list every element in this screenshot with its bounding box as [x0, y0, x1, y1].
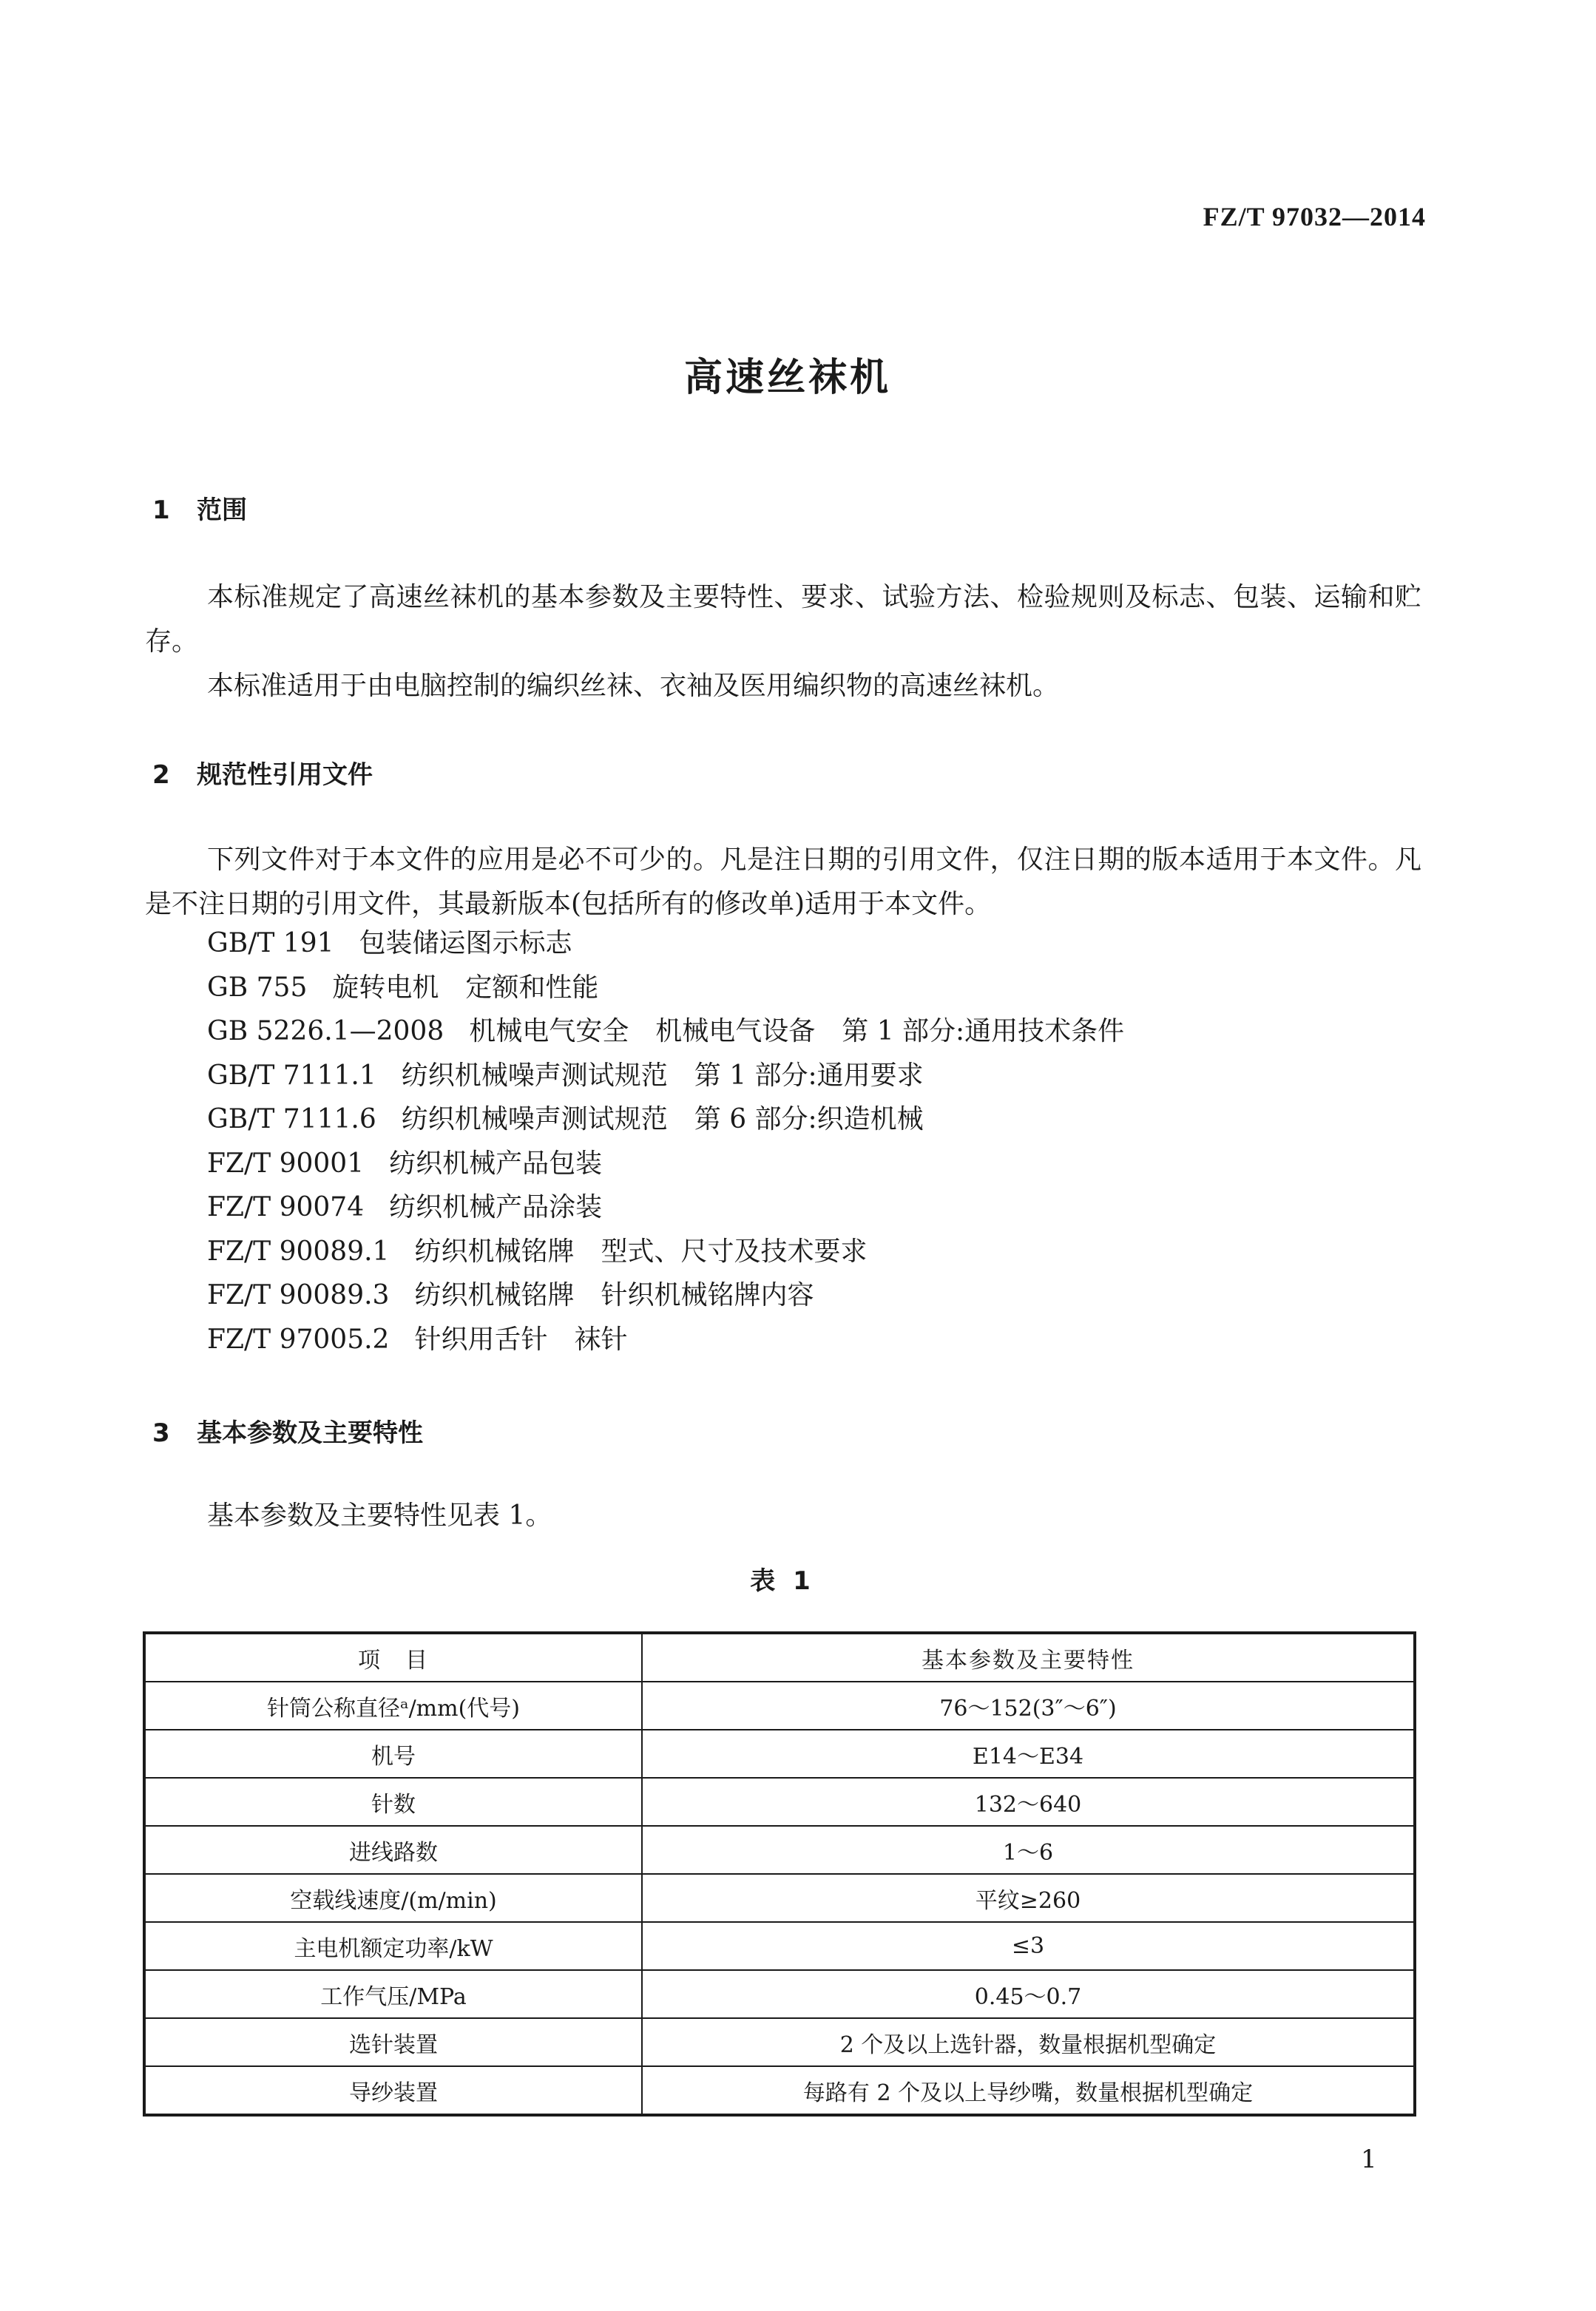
reference-item: [207, 1273, 1124, 1318]
reference-item: [207, 1009, 1124, 1054]
table-row: [144, 1778, 1415, 1826]
reference-item: [207, 1054, 1124, 1098]
table-cell-item: 主电机额定功率/kW: [144, 1922, 642, 1970]
section-1-paragraph-1: 本标准规定了高速丝袜机的基本参数及主要特性、要求、试验方法、检验规则及标志、包装、运输和贮存。: [145, 582, 1421, 657]
reference-code: FZ/T 90001: [207, 1148, 365, 1179]
reference-item: [207, 1318, 1124, 1362]
reference-code: GB 755: [207, 972, 308, 1003]
reference-code: GB/T 7111.6: [207, 1104, 376, 1134]
page-number: 1: [1361, 2145, 1377, 2174]
reference-item: [207, 966, 1124, 1010]
reference-item: [207, 1230, 1124, 1274]
table-row: [144, 1874, 1415, 1922]
reference-title: 纺织机械产品涂装: [389, 1192, 603, 1222]
table-cell-value: E14～E34: [642, 1730, 1415, 1778]
reference-item: [207, 1185, 1124, 1230]
section-2-number: 2: [152, 760, 170, 790]
reference-title: 纺织机械铭牌 型式、尺寸及技术要求: [414, 1236, 868, 1267]
standard-code: FZ/T 97032—2014: [1203, 202, 1426, 231]
section-2-heading: [152, 754, 373, 791]
reference-code: FZ/T 90074: [207, 1192, 365, 1222]
table-row: [144, 1682, 1415, 1730]
table-header-row: [144, 1633, 1415, 1682]
reference-code: FZ/T 90089.3: [207, 1280, 390, 1310]
reference-title: 纺织机械噪声测试规范 第 6 部分:织造机械: [401, 1104, 924, 1134]
section-3-paragraph: 基本参数及主要特性见表 1。: [207, 1500, 552, 1531]
reference-item: [207, 921, 1124, 966]
reference-title: 纺织机械噪声测试规范 第 1 部分:通用要求: [401, 1060, 924, 1091]
reference-item: [207, 1097, 1124, 1142]
section-2-title: 规范性引用文件: [197, 760, 373, 790]
normative-references-list: [207, 921, 1124, 1361]
table-cell-item: 针数: [144, 1778, 642, 1826]
section-3-number: 3: [152, 1418, 170, 1448]
table-cell-value: 0.45～0.7: [642, 1970, 1415, 2018]
table-cell-item: 进线路数: [144, 1826, 642, 1874]
reference-code: FZ/T 97005.2: [207, 1324, 390, 1355]
column-header-value: 基本参数及主要特性: [642, 1633, 1415, 1682]
reference-code: GB 5226.1—2008: [207, 1016, 444, 1046]
table-cell-item: 空载线速度/(m/min): [144, 1874, 642, 1922]
section-3-title: 基本参数及主要特性: [197, 1418, 423, 1448]
reference-title: 旋转电机 定额和性能: [332, 972, 599, 1003]
table-cell-value: 每路有 2 个及以上导纱嘴，数量根据机型确定: [642, 2066, 1415, 2115]
table-cell-item: 选针装置: [144, 2018, 642, 2066]
table-cell-value: 2 个及以上选针器，数量根据机型确定: [642, 2018, 1415, 2066]
section-1-heading: [152, 490, 247, 526]
reference-title: 纺织机械铭牌 针织机械铭牌内容: [414, 1280, 814, 1310]
parameters-table: [143, 1631, 1416, 2117]
reference-title: 针织用舌针 袜针: [414, 1324, 628, 1355]
document-title: 高速丝袜机: [683, 356, 891, 400]
table-row: [144, 1922, 1415, 1970]
section-1-title: 范围: [197, 495, 247, 525]
section-1-number: 1: [152, 495, 170, 525]
section-2-paragraph: 下列文件对于本文件的应用是必不可少的。凡是注日期的引用文件，仅注日期的版本适用于本文件。凡是不注日期的引用文件，其最新版本(包括所有的修改单)适用于本文件。: [145, 845, 1421, 919]
table-cell-item: 针筒公称直径ᵃ/mm(代号): [144, 1682, 642, 1730]
reference-item: [207, 1142, 1124, 1186]
reference-title: 纺织机械产品包装: [389, 1148, 603, 1179]
table-cell-value: 76～152(3″～6″): [642, 1682, 1415, 1730]
table-cell-item: 工作气压/MPa: [144, 1970, 642, 2018]
reference-code: GB/T 191: [207, 928, 334, 958]
table-cell-value: 132～640: [642, 1778, 1415, 1826]
table-row: [144, 1730, 1415, 1778]
section-1-paragraph-2: 本标准适用于由电脑控制的编织丝袜、衣袖及医用编织物的高速丝袜机。: [207, 671, 1060, 701]
table-cell-item: 机号: [144, 1730, 642, 1778]
table-row: [144, 2066, 1415, 2115]
table-cell-item: 导纱装置: [144, 2066, 642, 2115]
table-row: [144, 2018, 1415, 2066]
table-cell-value: ≤3: [642, 1922, 1415, 1970]
table-cell-value: 1～6: [642, 1826, 1415, 1874]
table-row: [144, 1826, 1415, 1874]
table-cell-value: 平纹≥260: [642, 1874, 1415, 1922]
table-row: [144, 1970, 1415, 2018]
reference-title: 包装储运图示标志: [359, 928, 572, 958]
reference-code: FZ/T 90089.1: [207, 1236, 390, 1267]
section-3-heading: [152, 1412, 423, 1449]
column-header-item: 项 目: [144, 1633, 642, 1682]
table-caption: 表 1: [750, 1566, 815, 1596]
reference-code: GB/T 7111.1: [207, 1060, 376, 1091]
reference-title: 机械电气安全 机械电气设备 第 1 部分:通用技术条件: [469, 1016, 1125, 1046]
